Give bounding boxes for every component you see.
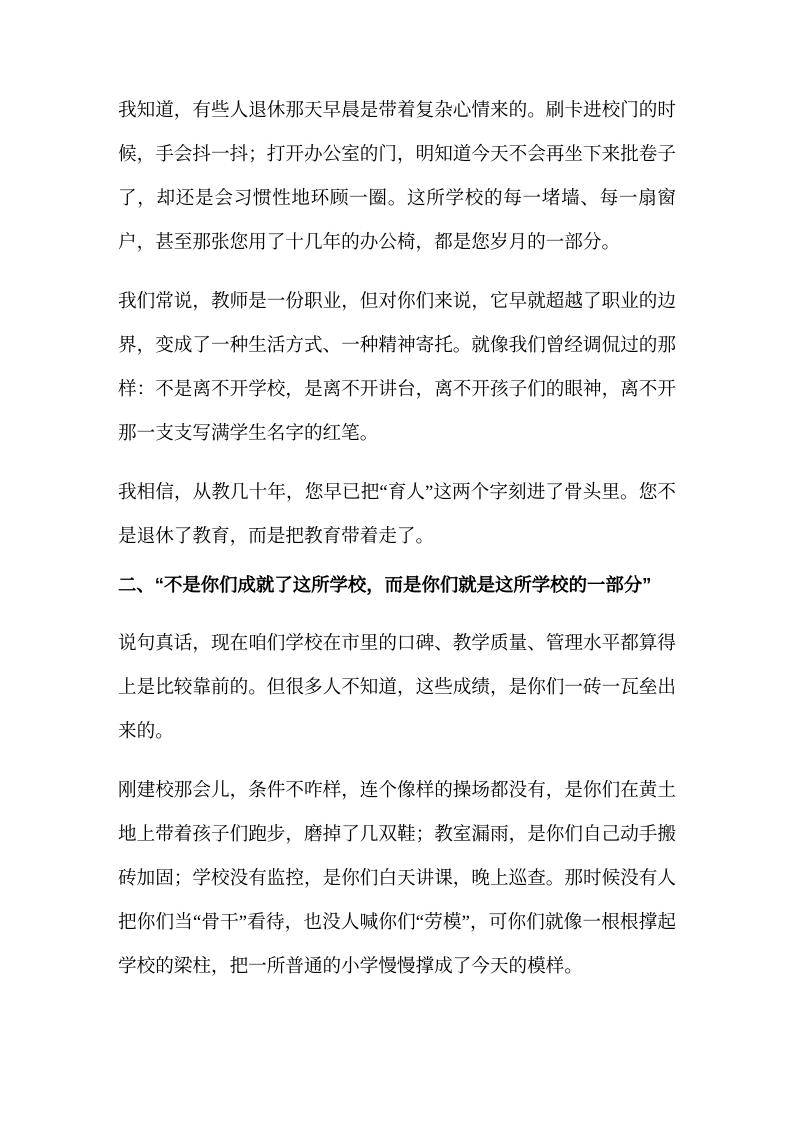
body-paragraph: 我相信，从教几十年，您早已把“育人”这两个字刻进了骨头里。您不是退休了教育，而是把教育带着走了。 xyxy=(118,482,676,547)
body-paragraph: 我知道，有些人退休那天早晨是带着复杂心情来的。刷卡进校门的时候，手会抖一抖；打开办公室的门，明知道今天不会再坐下来批卷子了，却还是会习惯性地环顾一圈。这所学校的每一堵墙、每一扇窗户，甚至那张您用了十几年的办公椅，都是您岁月的一部分。 xyxy=(118,100,676,253)
document-content xyxy=(118,89,676,989)
section-heading: 二、“不是你们成就了这所学校，而是你们就是这所学校的一部分” xyxy=(118,574,652,595)
body-paragraph: 说句真话，现在咱们学校在市里的口碑、教学质量、管理水平都算得上是比较靠前的。但很多人不知道，这些成绩，是你们一砖一瓦垒出来的。 xyxy=(118,633,676,742)
body-paragraph: 刚建校那会儿，条件不咋样，连个像样的操场都没有，是你们在黄土地上带着孩子们跑步，磨掉了几双鞋；教室漏雨，是你们自己动手搬砖加固；学校没有监控，是你们白天讲课，晚上巡查。那时候没有人把你们当“骨干”看待，也没人喊你们“劳模”，可你们就像一根根撑起学校的梁柱，把一所普通的小学慢慢撑成了今天的模样。 xyxy=(118,780,676,977)
body-paragraph: 我们常说，教师是一份职业，但对你们来说，它早就超越了职业的边界，变成了一种生活方式、一种精神寄托。就像我们曾经调侃过的那样：不是离不开学校，是离不开讲台，离不开孩子们的眼神，离不开那一支支写满学生名字的红笔。 xyxy=(118,291,676,444)
